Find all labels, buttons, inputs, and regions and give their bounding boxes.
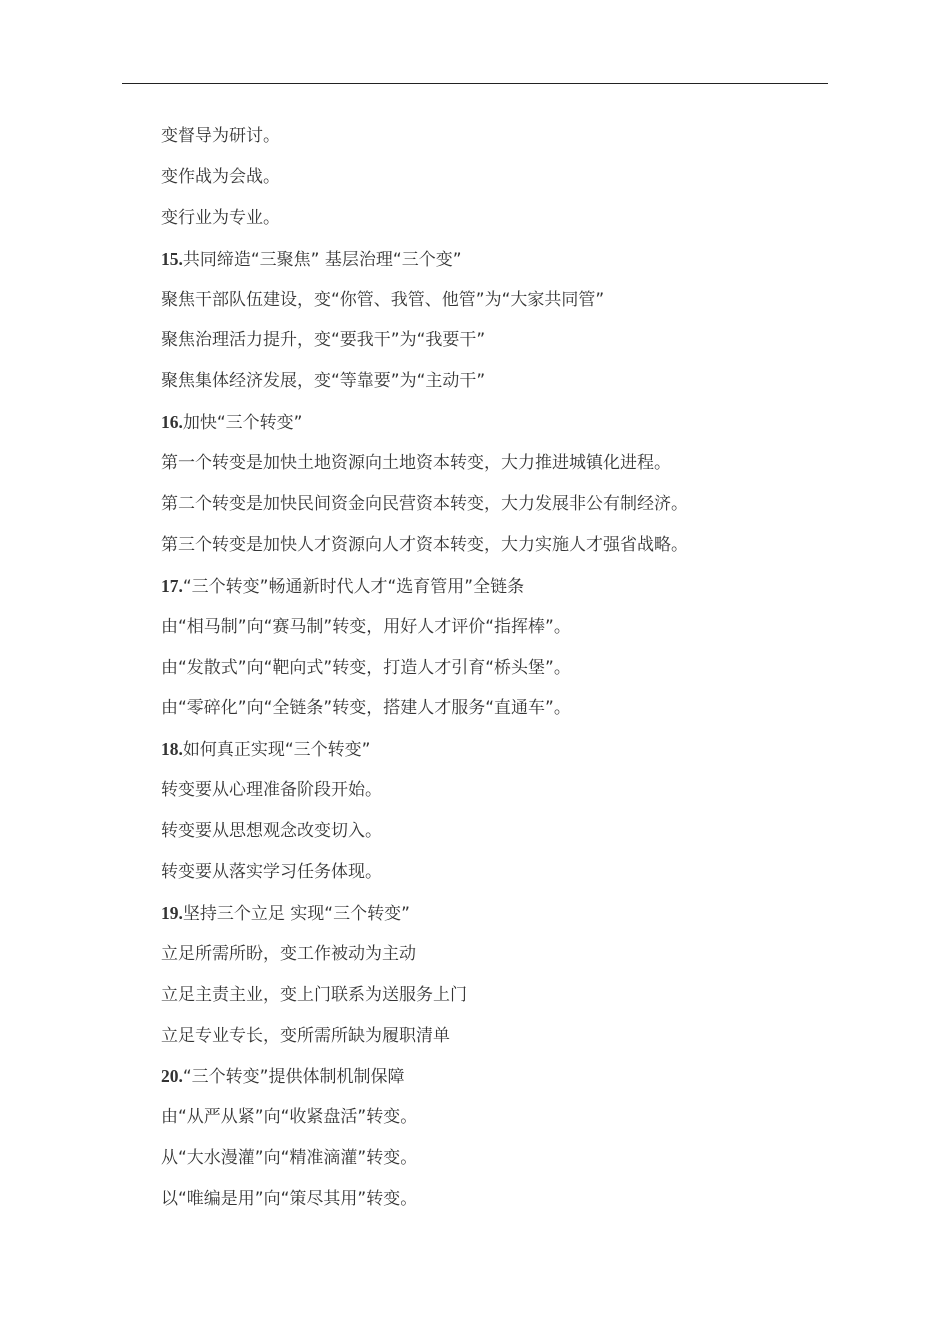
section-number: 20. [161, 1066, 183, 1087]
paragraph-line: 转变要从落实学习任务体现。 [161, 862, 382, 883]
section-title: “三个转变”畅通新时代人才“选育管用”全链条 [182, 576, 525, 597]
section-number: 15. [161, 248, 183, 269]
section-number: 17. [161, 575, 183, 596]
section-number: 19. [161, 902, 183, 923]
section-number: 16. [161, 412, 183, 433]
section-heading [161, 729, 841, 770]
paragraph-line: 由“从严从紧”向“收紧盘活”转变。 [161, 1107, 418, 1128]
paragraph-line: 第一个转变是加快土地资源向土地资本转变，大力推进城镇化进程。 [161, 453, 671, 474]
section-title: “三个转变”提供体制机制保障 [182, 1067, 405, 1088]
section-title: 共同缔造“三聚焦” 基层治理“三个变” [182, 249, 462, 270]
section-number: 18. [161, 739, 183, 760]
paragraph-line: 立足专业专长，变所需所缺为履职清单 [161, 1025, 450, 1046]
section-heading [161, 402, 841, 443]
paragraph-line: 从“大水漫灌”向“精准滴灌”转变。 [161, 1148, 418, 1169]
paragraph-line: 由“相马制”向“赛马制”转变，用好人才评价“指挥棒”。 [161, 616, 571, 637]
paragraph-line: 立足主责主业，变上门联系为送服务上门 [161, 984, 467, 1005]
paragraph-line: 以“唯编是用”向“策尽其用”转变。 [161, 1189, 418, 1210]
paragraph-line: 由“发散式”向“靶向式”转变，打造人才引育“桥头堡”。 [161, 657, 571, 678]
paragraph-line: 第三个转变是加快人才资源向人才资本转变，大力实施人才强省战略。 [161, 534, 688, 555]
paragraph-line: 立足所需所盼，变工作被动为主动 [161, 943, 416, 964]
header-rule [122, 83, 828, 84]
paragraph-line: 变行业为专业。 [161, 207, 280, 228]
paragraph-line: 变督导为研讨。 [161, 126, 280, 146]
paragraph-line: 转变要从思想观念改变切入。 [161, 821, 382, 842]
section-heading [161, 239, 841, 280]
paragraph-line: 聚焦集体经济发展，变“等靠要”为“主动干” [161, 371, 486, 392]
section-heading [161, 1056, 841, 1097]
paragraph-line: 聚焦干部队伍建设，变“你管、我管、他管”为“大家共同管” [161, 289, 605, 310]
section-title: 加快“三个转变” [182, 413, 303, 434]
paragraph-line: 转变要从心理准备阶段开始。 [161, 780, 382, 801]
section-title: 坚持三个立足 实现“三个转变” [182, 903, 410, 924]
paragraph-line: 聚焦治理活力提升，变“要我干”为“我要干” [161, 330, 486, 351]
paragraph-line: 由“零碎化”向“全链条”转变，搭建人才服务“直通车”。 [161, 698, 571, 719]
section-title: 如何真正实现“三个转变” [182, 740, 371, 761]
section-heading [161, 893, 841, 934]
paragraph-line: 变作战为会战。 [161, 166, 280, 187]
section-heading [161, 566, 841, 607]
document-body [161, 116, 841, 1220]
paragraph-line: 第二个转变是加快民间资金向民营资本转变，大力发展非公有制经济。 [161, 494, 688, 515]
